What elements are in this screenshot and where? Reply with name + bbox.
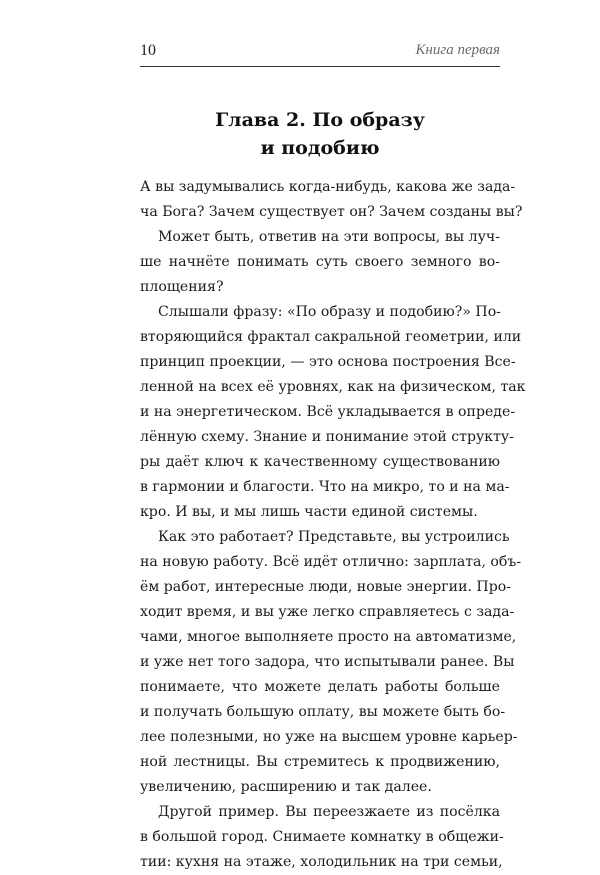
text-line: увеличению, расширению и так далее. [140,779,432,795]
text-line: понимаете, что можете делать работы больше [140,679,500,695]
text-line: кро. И вы, и мы лишь части единой системы. [140,504,478,520]
text-line: и уже нет того задора, что испытывали ранее. Вы [140,654,515,670]
text-line: чами, многое выполняете просто на автоматизме, [140,629,517,645]
text-line: и на энергетическом. Всё укладывается в опреде- [140,404,516,420]
text-line: лее полезными, но уже на высшем уровне карьер- [140,729,518,745]
text-line: ше начнёте понимать суть своего земного во- [140,254,500,270]
text-line: принцип проекции, — это основа построения Все- [140,354,516,370]
text-line: на новую работу. Всё идёт отлично: зарплата, объ- [140,554,522,570]
chapter-title [140,106,500,162]
text-line: ходит время, и вы уже легко справляетесь с зада- [140,604,515,620]
running-head [140,40,500,67]
text-line: площения? [140,279,224,295]
text-line: и получать большую оплату, вы можете быть бо- [140,704,506,720]
text-line: в гармонии и благости. Что на микро, то и на ма- [140,479,510,495]
text-line: ной лестницы. Вы стремитесь к продвижению, [140,754,500,770]
text-line: ча Бога? Зачем существует он? Зачем созданы вы? [140,204,523,220]
text-line: в большой город. Снимаете комнатку в общежи- [140,829,504,845]
text-line: Как это работает? Представьте, вы устроились [158,529,510,545]
body-text [140,175,526,875]
text-line: А вы задумывались когда-нибудь, какова же зада- [140,179,516,195]
book-label: Книга первая [415,42,500,58]
text-line: тии: кухня на этаже, холодильник на три семьи, [140,854,503,870]
text-line: ры даёт ключ к качественному существованию [140,454,500,470]
text-line: ём работ, интересные люди, новые энергии. Про- [140,579,511,595]
text-line: Другой пример. Вы переезжаете из посёлка [158,804,500,820]
chapter-title-line-2: и подобию [260,137,380,159]
text-line: ленной на всех её уровнях, как на физическом, так [140,379,526,395]
page-number: 10 [140,42,156,59]
text-line: лённую схему. Знание и понимание этой структу- [140,429,514,445]
chapter-title-line-1: Глава 2. По образу [215,109,425,131]
text-line: вторяющийся фрактал сакральной геометрии, или [140,329,522,345]
text-line: Слышали фразу: «По образу и подобию?» По- [158,304,501,320]
text-line: Может быть, ответив на эти вопросы, вы луч- [158,229,500,245]
